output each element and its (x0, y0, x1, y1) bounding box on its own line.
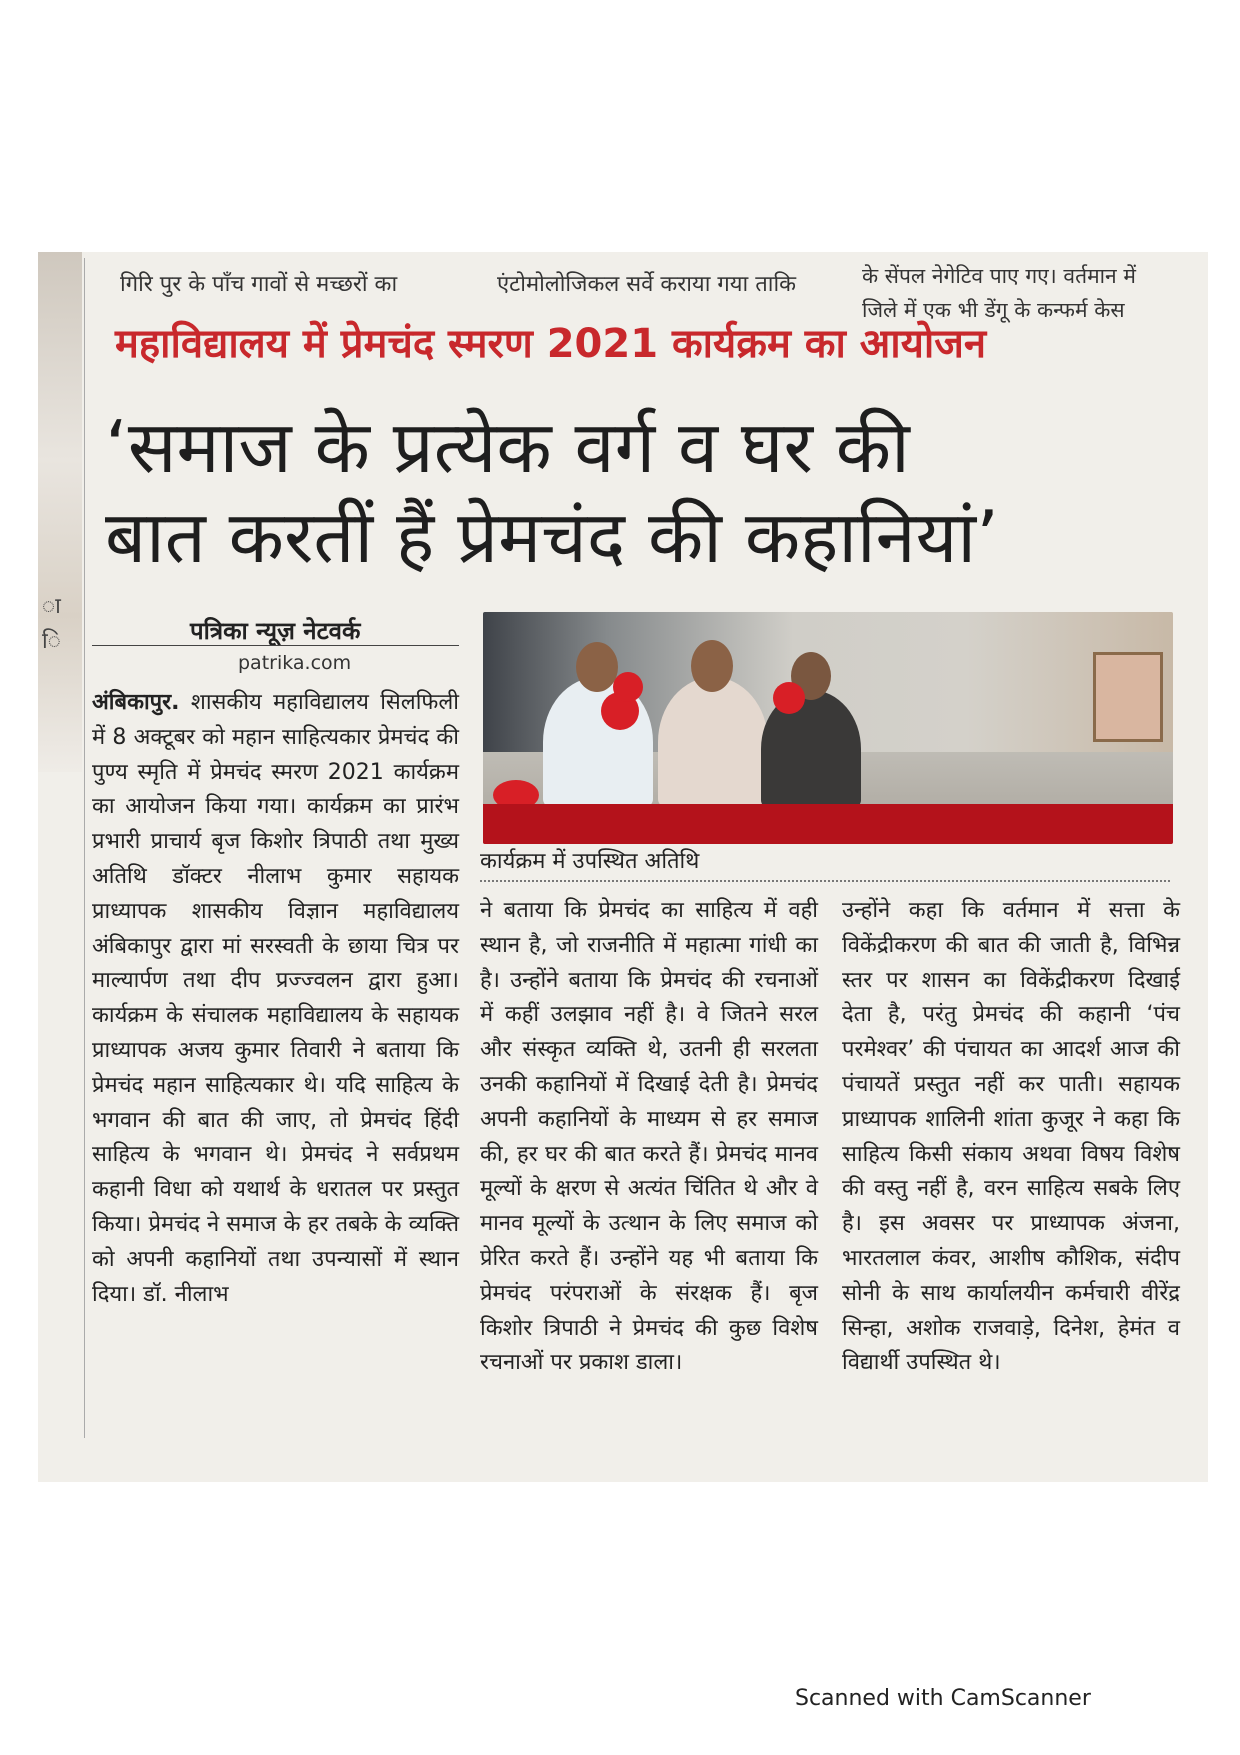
caption-rule (480, 880, 1170, 882)
edge-mark: ा (42, 594, 61, 619)
kicker-headline: महाविद्यालय में प्रेमचंद स्मरण 2021 कार्यक्रम का आयोजन (115, 321, 987, 367)
guest-head (691, 640, 733, 692)
guest-figure (658, 677, 768, 807)
flower-bouquet (613, 672, 643, 702)
headline-line2: बात करतीं हैं प्रेमचंद की कहानियां’ (105, 495, 999, 579)
top-strip-col2: एंटोमोलोजिकल सर्वे कराया गया ताकि (497, 272, 797, 297)
article-col2: ने बताया कि प्रेमचंद का साहित्य में वही स्थान है, जो राजनीति में महात्मा गांधी का है। उन्होंने बताया कि प्रेमचंद की रचनाओं में कहीं उलझाव नहीं है। वे जितने सरल और संस्कृत व्यक्ति थे, उतनी ही सरलता उनकी कहानियों में दिखाई देती है। प्रेमचंद अपनी कहानियों के माध्यम से हर समाज की, हर घर की बात करते हैं। प्रेमचंद मानव मूल्यों के क्षरण से अत्यंत चिंतित थे और वे मानव मूल्यों के उत्थान के लिए समाज को प्रेरित करते हैं। उन्होंने यह भी बताया कि प्रेमचंद परंपराओं के संरक्षक हैं। बृज किशोर त्रिपाठी ने प्रेमचंद की कुछ विशेष रचनाओं पर प्रकाश डाला। (480, 898, 818, 1376)
column-rule (84, 258, 85, 1438)
article-col3: उन्होंने कहा कि वर्तमान में सत्ता के विकेंद्रीकरण की बात की जाती है, विभिन्न स्तर पर शासन का विकेंद्रीकरण दिखाई देता है, परंतु प्रेमचंद की कहानी ‘पंच परमेश्वर’ की पंचायत का आदर्श आज की पंचायतें प्रस्तुत नहीं कर पाती। सहायक प्राध्यापक शालिनी शांता कुजूर ने कहा कि साहित्य किसी संकाय अथवा विषय विशेष की वस्तु नहीं है, वरन साहित्य सबके लिए है। इस अवसर पर प्राध्यापक अंजना, भारतलाल कंवर, आशीष कौशिक, संदीप सोनी के साथ कार्यालयीन कर्मचारी वीरेंद्र सिन्हा, अशोक राजवाड़े, दिनेश, हेमंत व विद्यार्थी उपस्थित थे। (842, 898, 1180, 1376)
guest-head (576, 642, 618, 692)
headline-line1: ‘समाज के प्रत्येक वर्ग व घर की (105, 405, 910, 489)
site-name: patrika.com (238, 652, 352, 674)
article-col1-text: शासकीय महाविद्यालय सिलफिली में 8 अक्टूबर को महान साहित्यकार प्रेमचंद की पुण्य स्मृति में प्रेमचंद स्मरण 2021 कार्यक्रम का आयोजन किया गया। कार्यक्रम का प्रारंभ प्रभारी प्राचार्य बृज किशोर त्रिपाठी तथा मुख्य अतिथि डॉक्टर नीलाभ कुमार सहायक प्राध्यापक शासकीय विज्ञान महाविद्यालय अंबिकापुर द्वारा मां सरस्वती के छाया चित्र पर माल्यार्पण तथा दीप प्रज्ज्वलन द्वारा हुआ। कार्यक्रम के संचालक महाविद्यालय के सहायक प्राध्यापक अजय कुमार तिवारी ने बताया कि प्रेमचंद महान साहित्यकार थे। यदि साहित्य के भगवान की बात की जाए, तो प्रेमचंद हिंदी साहित्य के भगवान थे। प्रेमचंद ने सर्वप्रथम कहानी विधा को यथार्थ के धरातल पर प्रस्तुत किया। प्रेमचंद ने समाज के हर तबके के व्यक्ति को अपनी कहानियों तथा उपन्यासों में स्थान दिया। डॉ. नीलाभ (92, 690, 459, 1307)
byline-rule (92, 645, 459, 646)
article-col1 (92, 686, 459, 1446)
byline: पत्रिका न्यूज़ नेटवर्क (190, 617, 361, 645)
scanner-watermark: Scanned with CamScanner (795, 1686, 1091, 1711)
red-table (483, 804, 1173, 844)
framed-picture (1093, 652, 1163, 742)
top-strip-col3a: के सेंपल नेगेटिव पाए गए। वर्तमान में (862, 264, 1136, 288)
adjacent-clipping-edge (38, 252, 82, 772)
dateline: अंबिकापुर. (92, 690, 180, 715)
edge-mark: ि (42, 629, 61, 654)
flower-bouquet (773, 682, 805, 714)
event-photo (483, 612, 1173, 844)
photo-caption: कार्यक्रम में उपस्थित अतिथि (480, 849, 700, 874)
top-strip-col3b: जिले में एक भी डेंगू के कन्फर्म केस (862, 298, 1125, 322)
top-strip-col1: गिरि पुर के पाँच गावों से मच्छरों का (120, 272, 398, 297)
